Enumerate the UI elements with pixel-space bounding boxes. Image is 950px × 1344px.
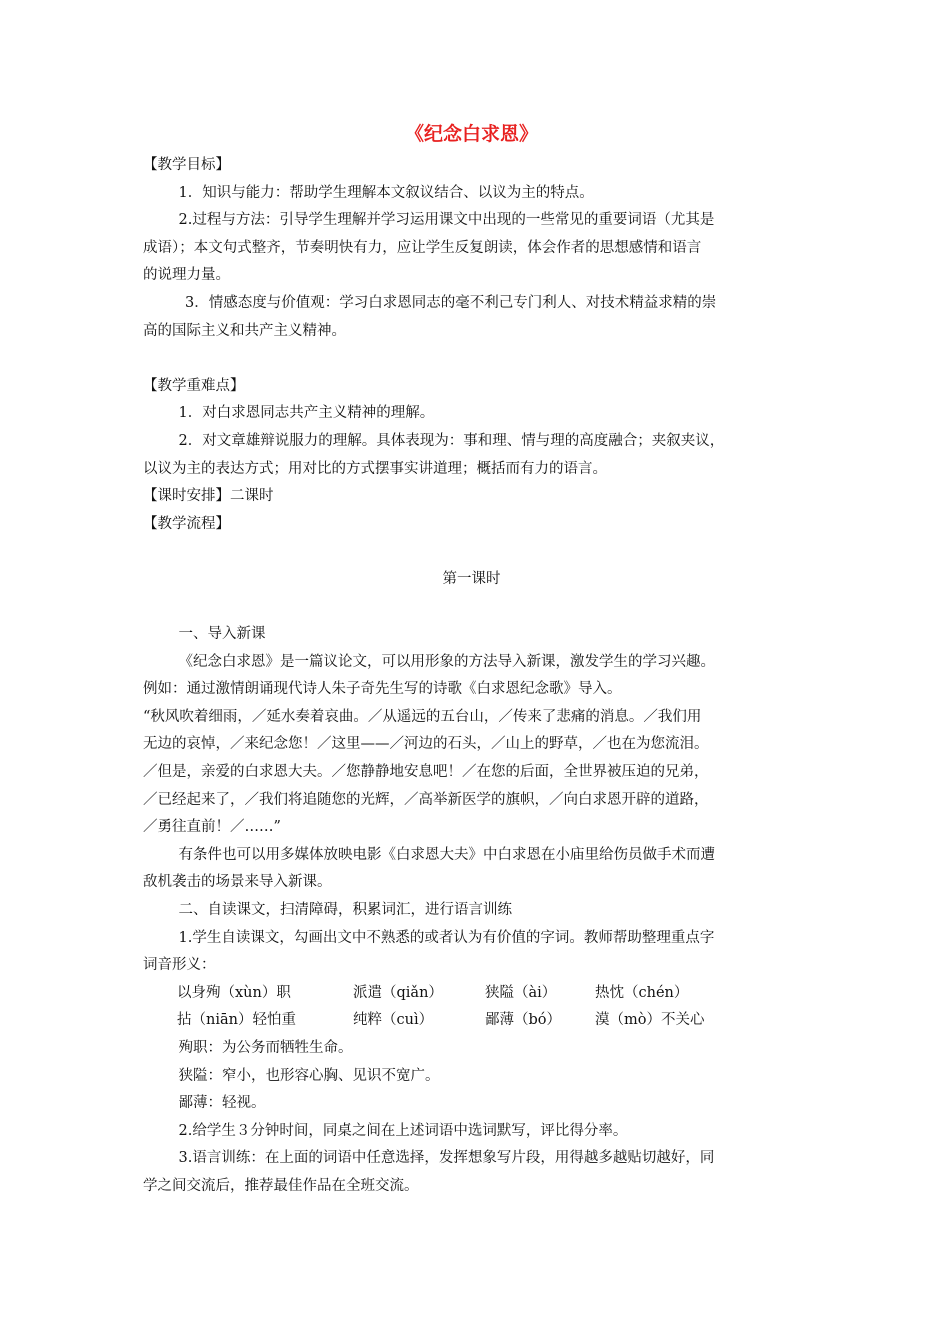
blank-line bbox=[143, 538, 800, 566]
poem-line-2: 无边的哀悼，／来纪念您！／这里——／河边的石头，／山上的野草，／也在为您流泪。 bbox=[143, 736, 709, 753]
section-2-item-2: 2.给学生３分钟时间，同桌之间在上述词语中选词默写，评比得分率。 bbox=[178, 1122, 628, 1139]
vocab-word: 以身殉（xùn）职 bbox=[177, 984, 291, 1001]
vocab-word: 热忱（chén） bbox=[595, 984, 689, 1001]
goals-item-3-line-1: 3．情感态度与价值观：学习白求恩同志的毫不利己专门利人、对技术精益求精的崇 bbox=[185, 294, 717, 311]
difficulties-item-2-line-2: 以议为主的表达方式；用对比的方式摆事实讲道理；概括而有力的语言。 bbox=[143, 460, 607, 477]
goals-heading: 【教学目标】 bbox=[143, 157, 230, 173]
vocab-row-2 bbox=[143, 1007, 800, 1035]
film-line-1: 有条件也可以用多媒体放映电影《白求恩大夫》中白求恩在小庙里给伤员做手术而遭 bbox=[178, 846, 716, 863]
goals-item-2-line-1: 2.过程与方法：引导学生理解并学习运用课文中出现的一些常见的重要词语（尤其是 bbox=[178, 212, 715, 229]
vocab-word: 拈（niān）轻怕重 bbox=[177, 1012, 296, 1029]
poem-line-4: ／已经起来了，／我们将追随您的光辉，／高举新医学的旗帜，／向白求恩开辟的道路， bbox=[143, 791, 709, 808]
vocab-word: 狭隘（ài） bbox=[485, 984, 557, 1001]
document-title: 《纪念白求恩》 bbox=[404, 123, 538, 145]
goals-item-1: 1．知识与能力：帮助学生理解本文叙议结合、以议为主的特点。 bbox=[178, 184, 594, 201]
section-1-para-line-1: 《纪念白求恩》是一篇议论文，可以用形象的方法导入新课，激发学生的学习兴趣。 bbox=[178, 653, 716, 670]
definition-3: 鄙薄：轻视。 bbox=[178, 1095, 266, 1112]
section-2-item-1-line-1: 1.学生自读课文，勾画出文中不熟悉的或者认为有价值的字词。教师帮助整理重点字 bbox=[178, 929, 715, 946]
vocab-word: 派遣（qiǎn） bbox=[353, 984, 443, 1001]
section-2-item-3-line-1: 3.语言训练：在上面的词语中任意选择，发挥想象写片段，用得越多越贴切越好，同 bbox=[178, 1150, 715, 1167]
film-line-2: 敌机袭击的场景来导入新课。 bbox=[143, 874, 332, 891]
poem-line-1: “秋风吹着细雨，／延水奏着哀曲。／从遥远的五台山，／传来了悲痛的消息。／我们用 bbox=[143, 708, 702, 725]
poem-line-5: ／勇往直前！／……” bbox=[143, 819, 281, 836]
section-2-heading: 二、自读课文，扫清障碍，积累词汇，进行语言训练 bbox=[178, 902, 513, 919]
lesson-1-heading: 第一课时 bbox=[442, 570, 501, 587]
poem-line-3: ／但是，亲爱的白求恩大夫。／您静静地安息吧！／在您的后面，全世界被压迫的兄弟， bbox=[143, 764, 709, 781]
difficulties-heading: 【教学重难点】 bbox=[143, 377, 245, 394]
definition-2: 狭隘：窄小，也形容心胸、见识不宽广。 bbox=[178, 1067, 440, 1084]
goals-item-2-line-2: 成语）；本文句式整齐，节奏明快有力，应让学生反复朗读，体会作者的思想感情和语言 bbox=[143, 239, 702, 256]
schedule-line: 【课时安排】二课时 bbox=[143, 488, 274, 505]
vocab-word: 漠（mò）不关心 bbox=[595, 1012, 705, 1029]
difficulties-item-2-line-1: 2．对文章雄辩说服力的理解。具体表现为：事和理、情与理的高度融合；夹叙夹议， bbox=[178, 432, 725, 449]
section-2-item-3-line-2: 学之间交流后，推荐最佳作品在全班交流。 bbox=[143, 1177, 419, 1194]
section-2-item-1-line-2: 词音形义： bbox=[143, 957, 216, 974]
difficulties-item-1: 1．对白求恩同志共产主义精神的理解。 bbox=[178, 405, 435, 422]
goals-item-2-line-3: 的说理力量。 bbox=[143, 267, 230, 284]
section-1-heading: 一、导入新课 bbox=[178, 626, 266, 643]
section-1-para-line-2: 例如：通过激情朗诵现代诗人朱子奇先生写的诗歌《白求恩纪念歌》导入。 bbox=[143, 681, 622, 698]
vocab-row-1 bbox=[143, 980, 800, 1008]
goals-item-3-line-2: 高的国际主义和共产主义精神。 bbox=[143, 322, 346, 339]
vocab-word: 纯粹（cuì） bbox=[353, 1012, 434, 1029]
blank-line bbox=[143, 594, 800, 622]
blank-line bbox=[143, 345, 800, 373]
definition-1: 殉职：为公务而牺牲生命。 bbox=[178, 1040, 353, 1056]
flow-heading: 【教学流程】 bbox=[143, 515, 230, 532]
vocab-word: 鄙薄（bó） bbox=[485, 1012, 562, 1029]
